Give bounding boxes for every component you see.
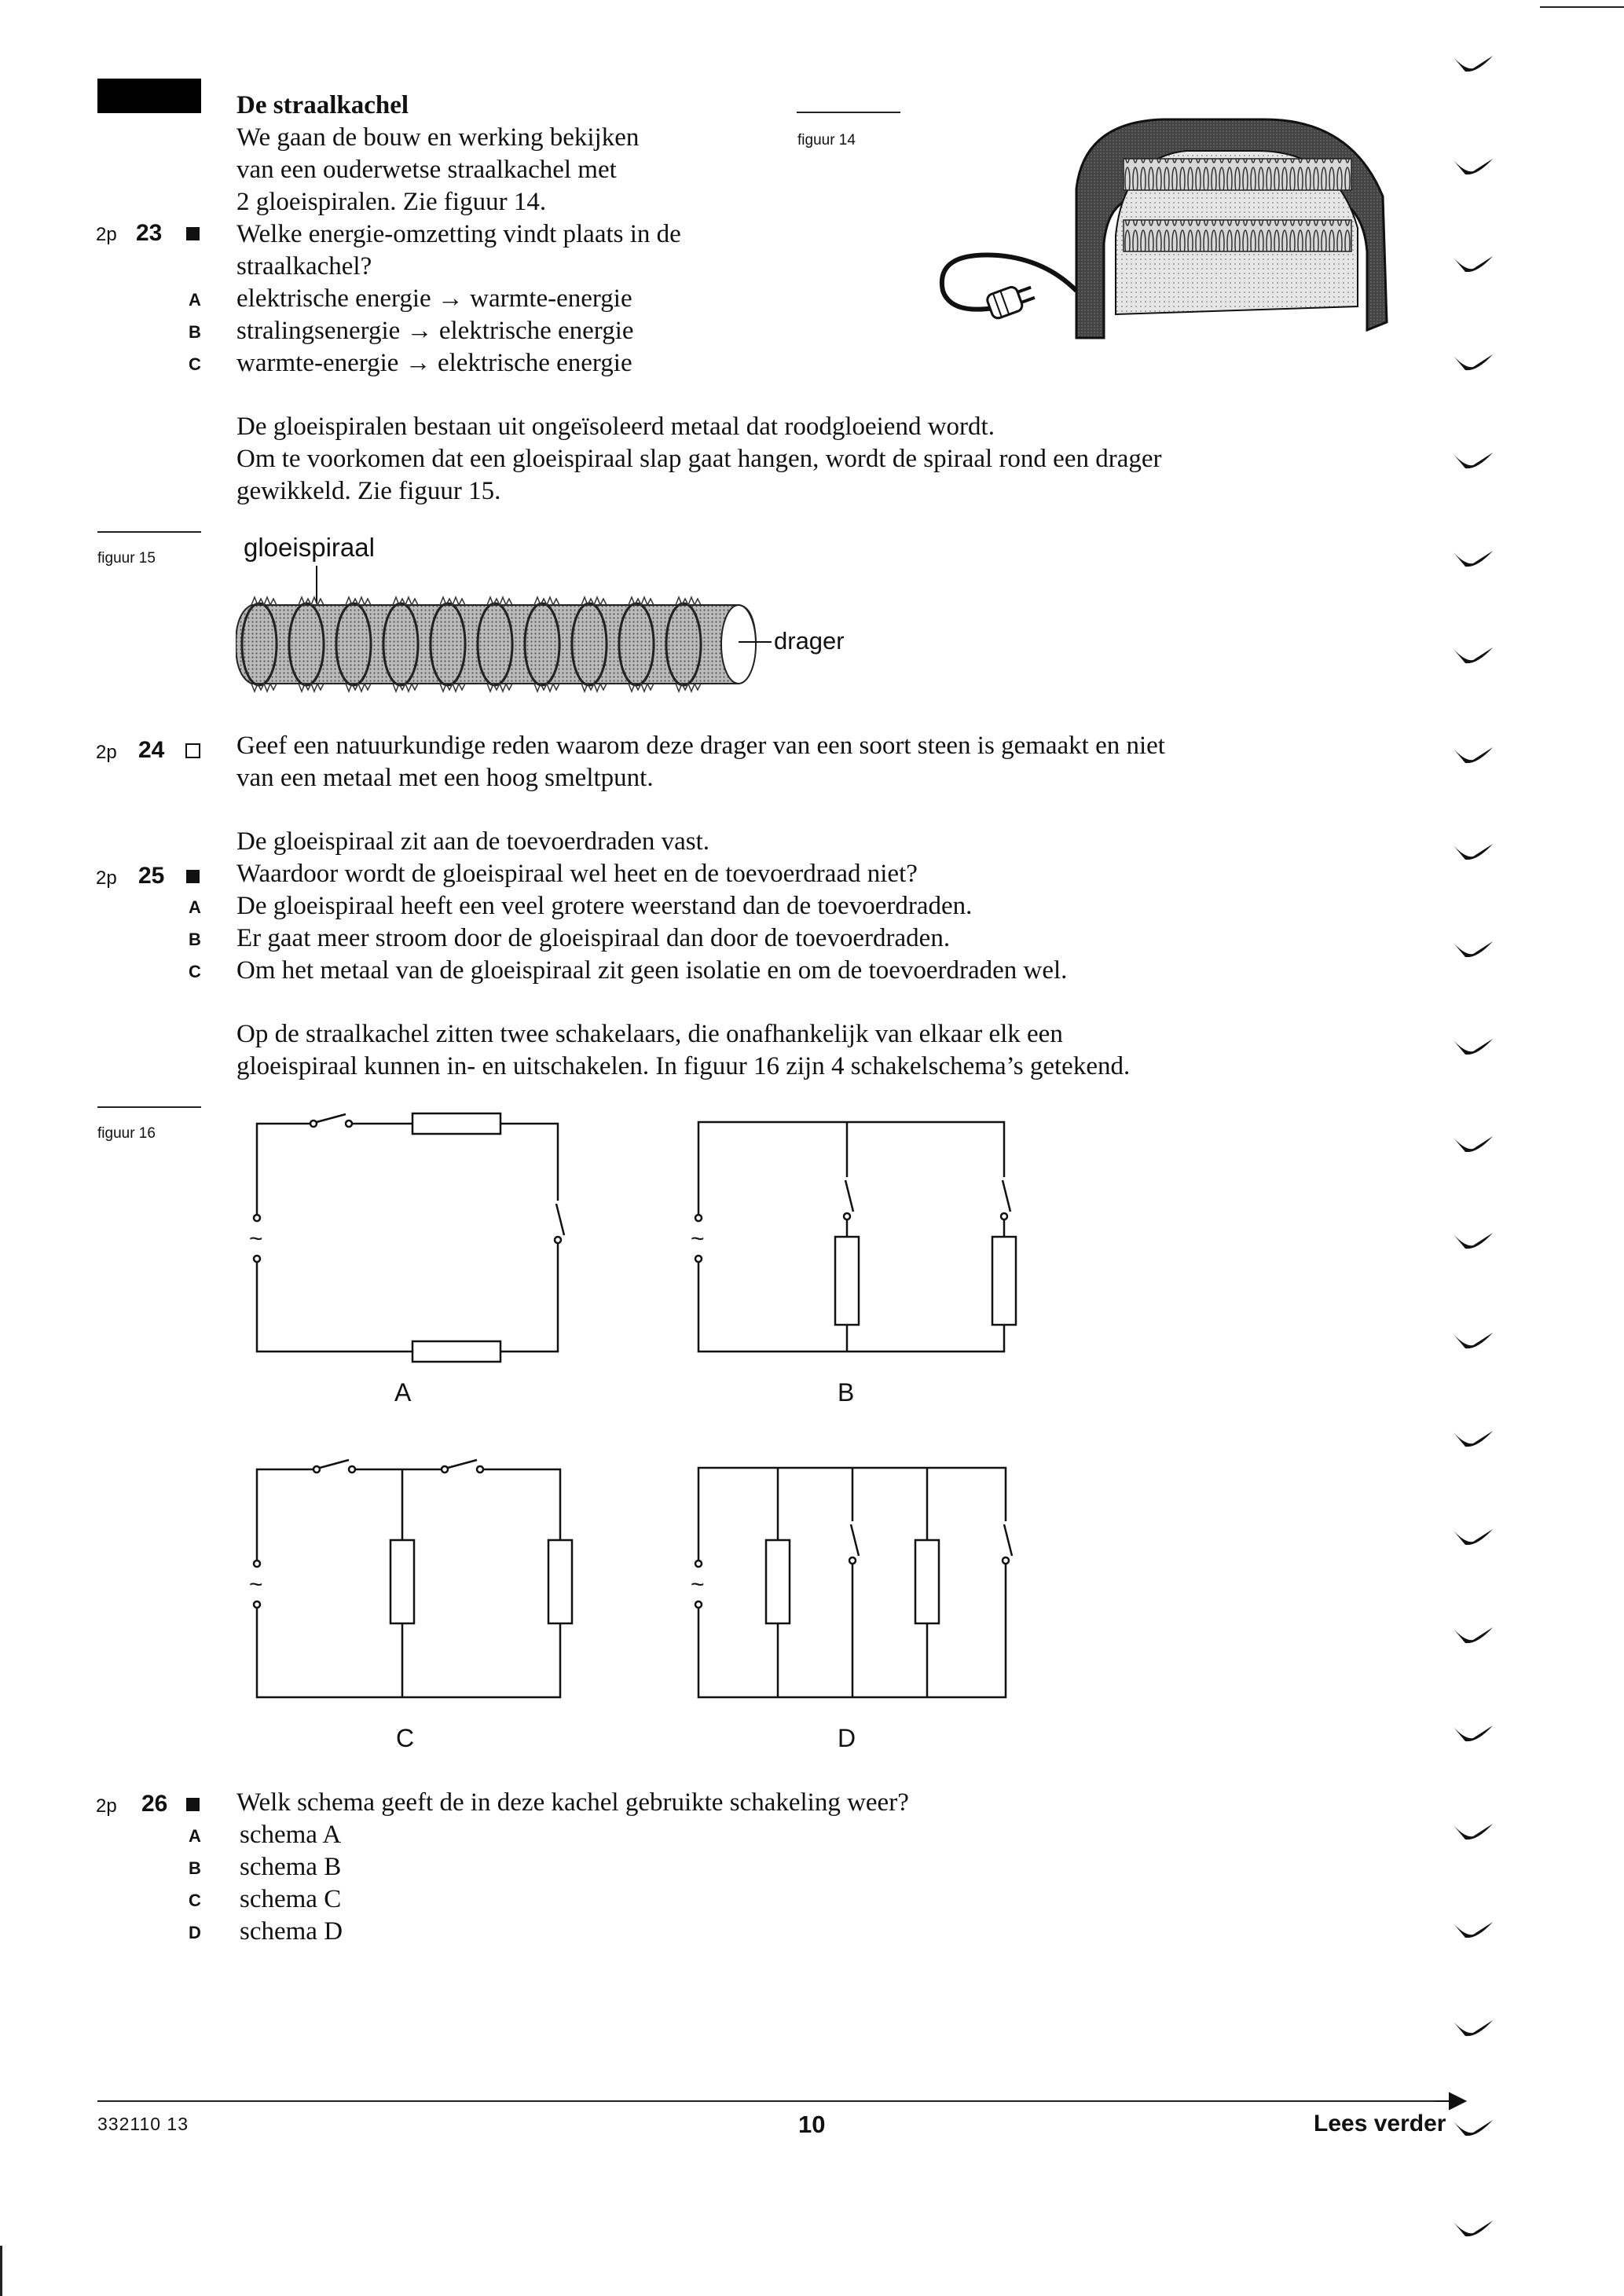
heater-illustration [927,102,1399,354]
q26-option-letter-c: C [189,1891,201,1910]
q25-points: 2p [96,867,117,889]
checkmark-icon [1450,1524,1497,1548]
q26-option-letter-a: A [189,1826,201,1846]
intro-line-3: 2 gloeispiralen. Zie figuur 14. [236,188,547,216]
schema-a-label: A [394,1378,412,1407]
paragraph2-line-1: De gloeispiralen bestaan uit ongeïsoleerd metaal dat roodgloeiend wordt. [236,413,995,441]
figure15-label: figuur 15 [97,550,156,567]
edge-mark [0,2246,2,2296]
checkmark-icon [1450,1034,1497,1058]
schema-a-ac-source-icon: ~ [249,1226,263,1252]
q25-question: Waardoor wordt de gloeispiraal wel heet en de toevoerdraad niet? [236,860,918,888]
schema-b-circuit [695,1122,1016,1352]
footer-rule [97,2100,1441,2102]
schema-b-ac-source-icon: ~ [691,1226,705,1252]
q24-number: 24 [138,737,165,763]
schema-d-circuit [695,1468,1012,1697]
figure16-rule [97,1106,201,1108]
paragraph3-line-1: Op de straalkachel zitten twee schakelaars, die onafhankelijk van elkaar elk een [236,1020,1063,1048]
figure14-rule [797,112,900,113]
checkmark-icon [1450,839,1497,863]
q23-filled-square-icon [186,227,200,240]
checkmark-icon [1450,546,1497,570]
figure15-label-drager: drager [774,627,845,655]
q25-option-letter-a: A [189,897,201,917]
q23-number: 23 [136,220,163,246]
q23-question-2: straalkachel? [236,252,372,281]
q26-option-b: schema B [240,1853,342,1881]
intro-line-1: We gaan de bouw en werking bekijken [236,123,640,152]
q25-pre: De gloeispiraal zit aan de toevoerdraden vast. [236,827,709,856]
q24-points: 2p [96,742,117,763]
q23-option-b: stralingsenergie → elektrische energie [236,317,634,345]
checkmark-icon [1450,1623,1497,1646]
checkmark-icon [1450,2015,1497,2039]
checkmark-icon [1450,1228,1497,1252]
q24-open-square-icon [185,743,200,758]
q26-option-letter-b: B [189,1858,201,1878]
q26-option-c: schema C [240,1885,342,1913]
figure15-rule [97,531,201,533]
figure14-label: figuur 14 [797,132,856,149]
margin-check-marks [1446,0,1509,2296]
figure16-label: figuur 16 [97,1125,156,1142]
checkmark-icon [1450,1819,1497,1843]
checkmark-icon [1450,350,1497,373]
schema-b-label: B [838,1378,855,1407]
checkmark-icon [1450,154,1497,178]
carrier-coil-illustration [236,566,778,699]
schema-a-circuit [254,1113,564,1362]
q23-option-letter-a: A [189,290,201,310]
checkmark-icon [1450,1721,1497,1744]
q24-question-2: van een metaal met een hoog smeltpunt. [236,764,654,792]
q23-points: 2p [96,224,117,245]
figure15-label-gloeispiraal: gloeispiraal [244,533,375,562]
q26-option-a: schema A [240,1821,342,1849]
q23-question-1: Welke energie-omzetting vindt plaats in de [236,220,681,248]
section-title: De straalkachel [236,91,409,119]
checkmark-icon [1450,2115,1497,2139]
checkmark-icon [1450,1917,1497,1941]
checkmark-icon [1450,251,1497,275]
q25-option-letter-b: B [189,930,201,949]
circuit-diagrams [236,1100,1021,1760]
checkmark-icon [1450,1131,1497,1155]
q26-option-letter-d: D [189,1923,201,1942]
q26-question: Welk schema geeft de in deze kachel gebruikte schakeling weer? [236,1788,909,1817]
checkmark-icon [1450,643,1497,666]
q25-option-b: Er gaat meer stroom door de gloeispiraal dan door de toevoerdraden. [236,924,951,952]
header-black-block [97,79,201,113]
q25-option-c: Om het metaal van de gloeispiraal zit geen isolatie en om de toevoerdraden wel. [236,956,1068,985]
q26-points: 2p [96,1795,117,1817]
checkmark-icon [1450,2216,1497,2239]
paragraph2-line-3: gewikkeld. Zie figuur 15. [236,477,501,505]
schema-c-circuit [254,1460,572,1697]
checkmark-icon [1450,51,1497,75]
q26-option-d: schema D [240,1917,343,1946]
checkmark-icon [1450,937,1497,960]
q24-question-1: Geef een natuurkundige reden waarom deze drager van een soort steen is gemaakt en niet [236,732,1165,760]
q25-option-a: De gloeispiraal heeft een veel grotere weerstand dan de toevoerdraden. [236,892,973,920]
paragraph3-line-2: gloeispiraal kunnen in- en uitschakelen. In figuur 16 zijn 4 schakelschema’s getekend. [236,1052,1131,1080]
intro-line-2: van een ouderwetse straalkachel met [236,156,617,184]
q23-option-letter-c: C [189,354,201,374]
schema-d-label: D [838,1724,856,1752]
footer-page-number: 10 [798,2111,826,2138]
footer-code: 332110 13 [97,2114,189,2134]
schema-d-ac-source-icon: ~ [691,1572,705,1597]
q26-filled-square-icon [186,1798,200,1811]
q25-option-letter-c: C [189,962,201,981]
corner-line [1540,6,1624,8]
footer-next-label[interactable]: Lees verder [1314,2111,1446,2136]
q23-option-c: warmte-energie → elektrische energie [236,349,632,377]
checkmark-icon [1450,1328,1497,1352]
schema-c-ac-source-icon: ~ [249,1572,263,1597]
paragraph2-line-2: Om te voorkomen dat een gloeispiraal slap gaat hangen, wordt de spiraal rond een drager [236,445,1162,473]
checkmark-icon [1450,743,1497,766]
q26-number: 26 [141,1791,168,1817]
checkmark-icon [1450,1426,1497,1450]
q25-number: 25 [138,863,165,889]
schema-c-label: C [396,1724,415,1752]
q23-option-letter-b: B [189,322,201,342]
q25-filled-square-icon [186,870,200,883]
q23-option-a: elektrische energie → warmte-energie [236,284,632,313]
checkmark-icon [1450,448,1497,471]
